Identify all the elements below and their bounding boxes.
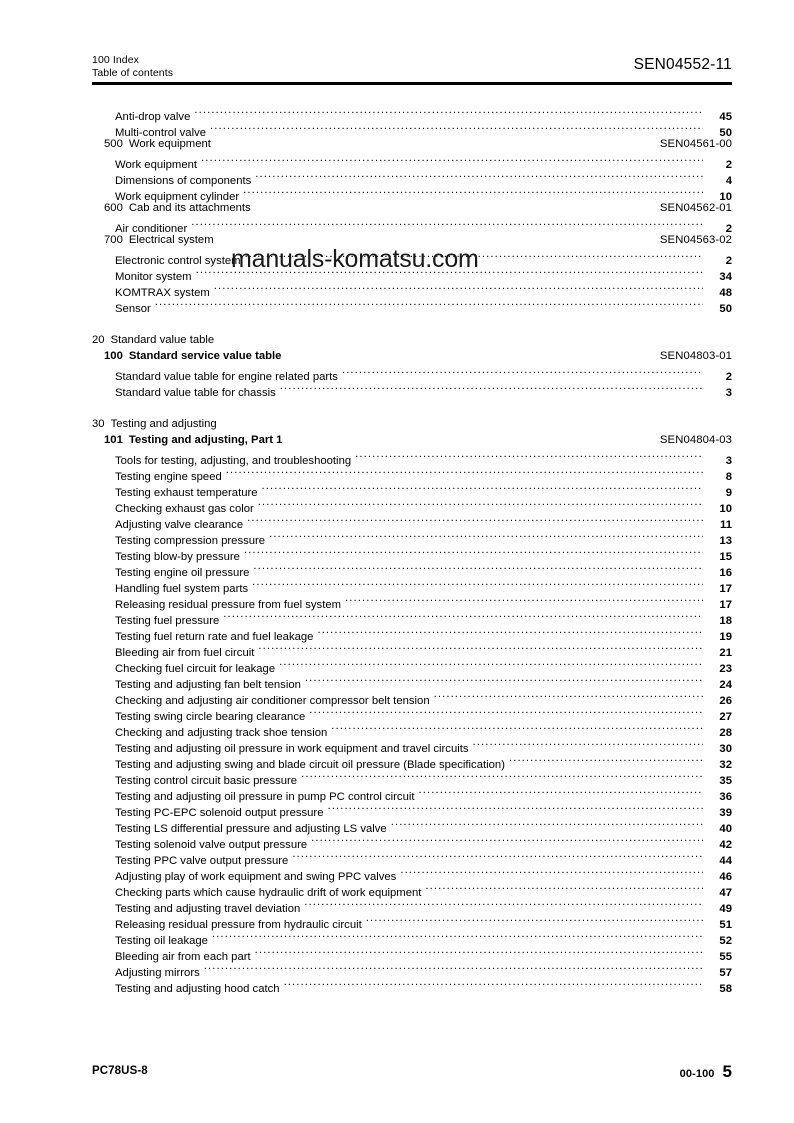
toc-entry[interactable]	[92, 864, 732, 883]
toc-leader-dots	[269, 528, 703, 544]
toc-section-heading[interactable]	[92, 348, 732, 364]
toc-entry-title: Releasing residual pressure from hydraulic circuit	[115, 919, 362, 931]
toc-page-number: 35	[719, 775, 732, 787]
toc-entry[interactable]	[92, 976, 732, 995]
toc-page-number: 10	[719, 191, 732, 203]
toc-entry[interactable]	[92, 168, 732, 187]
toc-leader-dots	[419, 784, 703, 800]
toc-page-number: 32	[719, 759, 732, 771]
toc-page-number: 23	[719, 663, 732, 675]
toc-page-number: 2	[725, 159, 732, 171]
toc-leader-dots	[327, 800, 703, 816]
toc-entry-number: 700	[104, 234, 123, 246]
toc-entry[interactable]	[92, 528, 732, 547]
toc-entry[interactable]	[92, 928, 732, 947]
toc-entry-title: Testing and adjusting oil pressure in work equipment and travel circuits	[115, 743, 469, 755]
toc-entry-title: Adjusting play of work equipment and swing PPC valves	[115, 871, 397, 883]
toc-section-heading[interactable]	[92, 200, 732, 216]
toc-entry[interactable]	[92, 752, 732, 771]
toc-leader-dots	[226, 464, 703, 480]
toc-entry-title: Testing fuel return rate and fuel leakage	[115, 631, 314, 643]
toc-entry[interactable]	[92, 120, 732, 139]
toc-leader-dots	[305, 672, 703, 688]
toc-leader-dots	[304, 896, 703, 912]
toc-leader-dots	[345, 592, 703, 608]
toc-entry[interactable]	[92, 624, 732, 643]
toc-entry-number: 500	[104, 138, 123, 150]
header-document-code: SEN04552-11	[633, 56, 732, 73]
toc-page-number: 47	[719, 887, 732, 899]
toc-entry-title: Testing swing circle bearing clearance	[115, 711, 306, 723]
toc-entry-number: 20	[92, 334, 105, 346]
toc-entry[interactable]	[92, 104, 732, 123]
toc-entry-number: 101	[104, 434, 123, 446]
toc-entry-title: Electronic control system	[115, 255, 241, 267]
toc-leader-dots	[194, 104, 703, 120]
toc-entry-title: Testing and adjusting	[110, 418, 217, 430]
toc-page-number: 21	[719, 647, 732, 659]
toc-leader-dots	[223, 608, 703, 624]
toc-page-number: 13	[719, 535, 732, 547]
toc-entry-title: Checking and adjusting track shoe tension	[115, 727, 328, 739]
toc-spacer	[92, 396, 732, 406]
toc-page-number: 2	[725, 223, 732, 235]
toc-entry[interactable]	[92, 640, 732, 659]
toc-leader-dots	[201, 152, 703, 168]
toc-page-number: 44	[719, 855, 732, 867]
toc-entry-title: Testing compression pressure	[115, 535, 266, 547]
toc-entry-title: Testing engine speed	[115, 471, 222, 483]
toc-leader-dots	[258, 640, 703, 656]
toc-page-number: 26	[719, 695, 732, 707]
toc-entry-title: Standard value table for engine related parts	[115, 371, 338, 383]
toc-entry[interactable]	[92, 480, 732, 499]
toc-entry-title: Testing and adjusting oil pressure in pump PC control circuit	[115, 791, 415, 803]
toc-group-heading[interactable]	[92, 332, 732, 348]
footer-page-number: 5	[722, 1062, 732, 1081]
toc-entry[interactable]	[92, 784, 732, 803]
toc-leader-dots	[292, 848, 703, 864]
toc-entry-number: 100	[104, 350, 123, 362]
toc-leader-dots	[400, 864, 703, 880]
toc-entry[interactable]	[92, 736, 732, 755]
toc-document-code: SEN04563-02	[659, 234, 732, 246]
toc-entry-title: Checking exhaust gas color	[115, 503, 254, 515]
toc-entry[interactable]	[92, 768, 732, 787]
header-left-block	[92, 54, 173, 79]
toc-entry-title: KOMTRAX system	[115, 287, 210, 299]
toc-page-number: 19	[719, 631, 732, 643]
footer-model-label: PC78US-8	[92, 1065, 148, 1077]
toc-leader-dots	[309, 704, 703, 720]
toc-spacer	[92, 322, 732, 332]
toc-leader-dots	[331, 720, 703, 736]
toc-entry[interactable]	[92, 448, 732, 467]
toc-entry[interactable]	[92, 592, 732, 611]
toc-leader-dots	[212, 928, 703, 944]
toc-entry[interactable]	[92, 576, 732, 595]
toc-entry[interactable]	[92, 184, 732, 203]
toc-entry-title: Bleeding air from each part	[115, 951, 251, 963]
toc-entry[interactable]	[92, 560, 732, 579]
toc-page-number: 34	[719, 271, 732, 283]
toc-entry-title: Testing fuel pressure	[115, 615, 220, 627]
toc-leader-dots	[253, 560, 703, 576]
toc-entry-title: Testing and adjusting swing and blade circuit oil pressure (Blade specification)	[115, 759, 505, 771]
toc-leader-dots	[434, 688, 703, 704]
toc-entry-title: Handling fuel system parts	[115, 583, 249, 595]
toc-entry-title: Work equipment	[128, 138, 211, 150]
toc-entry-title: Standard service value table	[128, 350, 282, 362]
toc-leader-dots	[252, 576, 703, 592]
toc-document-code: SEN04561-00	[659, 138, 732, 150]
toc-entry-title: Adjusting mirrors	[115, 967, 200, 979]
toc-entry-title: Electrical system	[128, 234, 214, 246]
toc-leader-dots	[473, 736, 703, 752]
toc-entry[interactable]	[92, 496, 732, 515]
toc-entry-title: Testing and adjusting hood catch	[115, 983, 280, 995]
toc-page-number: 42	[719, 839, 732, 851]
toc-entry[interactable]	[92, 880, 732, 899]
toc-leader-dots	[342, 364, 703, 380]
toc-leader-dots	[391, 816, 703, 832]
toc-page-number: 52	[719, 935, 732, 947]
toc-entry[interactable]	[92, 800, 732, 819]
page-footer	[92, 1062, 732, 1085]
toc-page-number: 16	[719, 567, 732, 579]
toc-entry[interactable]	[92, 656, 732, 675]
toc-entry-title: Checking and adjusting air conditioner compressor belt tension	[115, 695, 430, 707]
toc-entry[interactable]	[92, 688, 732, 707]
toc-entry[interactable]	[92, 464, 732, 483]
toc-entry-title: Tools for testing, adjusting, and troubleshooting	[115, 455, 352, 467]
toc-entry-title: Sensor	[115, 303, 151, 315]
toc-entry-title: Testing and adjusting fan belt tension	[115, 679, 301, 691]
toc-leader-dots	[425, 880, 703, 896]
toc-entry-title: Testing control circuit basic pressure	[115, 775, 298, 787]
toc-document-code: SEN04562-01	[659, 202, 732, 214]
toc-page-number: 10	[719, 503, 732, 515]
toc-page-number: 51	[719, 919, 732, 931]
toc-page-number: 45	[719, 111, 732, 123]
toc-entry[interactable]	[92, 816, 732, 835]
toc-entry-title: Air conditioner	[115, 223, 188, 235]
toc-leader-dots	[243, 184, 703, 200]
toc-leader-dots	[244, 544, 703, 560]
header-subtitle: Table of contents	[92, 66, 174, 79]
toc-spacer	[92, 406, 732, 416]
toc-entry-title: Standard value table for chassis	[115, 387, 276, 399]
toc-entry[interactable]	[92, 960, 732, 979]
toc-page-number: 40	[719, 823, 732, 835]
toc-page-number: 2	[725, 371, 732, 383]
toc-page-number: 3	[725, 387, 732, 399]
toc-page-number: 17	[719, 599, 732, 611]
toc-entry-title: Adjusting valve clearance	[115, 519, 244, 531]
toc-entry-title: Anti-drop valve	[115, 111, 191, 123]
footer-section-code: 00-100	[679, 1068, 715, 1080]
toc-leader-dots	[262, 480, 703, 496]
toc-entry-title: Work equipment cylinder	[115, 191, 240, 203]
toc-leader-dots	[311, 832, 703, 848]
toc-page-number: 3	[725, 455, 732, 467]
toc-entry-title: Testing PPC valve output pressure	[115, 855, 289, 867]
toc-page-number: 36	[719, 791, 732, 803]
toc-entry-title: Testing PC-EPC solenoid output pressure	[115, 807, 324, 819]
toc-entry-title: Testing engine oil pressure	[115, 567, 250, 579]
toc-page-number: 9	[725, 487, 732, 499]
footer-page-block	[680, 1062, 732, 1082]
toc-page-number: 11	[720, 519, 732, 531]
toc-leader-dots	[247, 512, 703, 528]
toc-page-number: 4	[725, 175, 732, 187]
toc-leader-dots	[317, 624, 703, 640]
toc-page-number: 57	[719, 967, 732, 979]
toc-page-number: 39	[719, 807, 732, 819]
toc-section-heading[interactable]	[92, 432, 732, 448]
toc-leader-dots	[355, 448, 703, 464]
toc-entry-title: Checking parts which cause hydraulic drift of work equipment	[115, 887, 422, 899]
toc-entry-title: Standard value table	[110, 334, 215, 346]
toc-document-code: SEN04803-01	[659, 350, 732, 362]
toc-entry-number: 30	[92, 418, 105, 430]
toc-entry[interactable]	[92, 216, 732, 235]
toc-leader-dots	[280, 380, 703, 396]
toc-entry[interactable]	[92, 944, 732, 963]
toc-entry[interactable]	[92, 608, 732, 627]
toc-entry[interactable]	[92, 364, 732, 383]
toc-entry-title: Testing and adjusting, Part 1	[128, 434, 283, 446]
toc-page-number: 18	[719, 615, 732, 627]
toc-entry-title: Testing blow-by pressure	[115, 551, 240, 563]
toc-entry[interactable]	[92, 512, 732, 531]
toc-page-number: 58	[719, 983, 732, 995]
toc-entry[interactable]	[92, 720, 732, 739]
header-index-label: 100 Index	[92, 54, 140, 66]
toc-leader-dots	[258, 496, 703, 512]
toc-page-number: 8	[725, 471, 732, 483]
toc-leader-dots	[210, 120, 703, 136]
toc-leader-dots	[284, 976, 703, 992]
toc-spacer	[92, 312, 732, 322]
toc-page-number: 30	[719, 743, 732, 755]
toc-entry[interactable]	[92, 672, 732, 691]
toc-entry[interactable]	[92, 848, 732, 867]
toc-page-number: 55	[719, 951, 732, 963]
toc-entry[interactable]	[92, 896, 732, 915]
toc-entry-title: Testing exhaust temperature	[115, 487, 258, 499]
toc-page-number: 15	[719, 551, 732, 563]
toc-leader-dots	[255, 168, 703, 184]
toc-entry-title: Testing and adjusting travel deviation	[115, 903, 301, 915]
toc-entry[interactable]	[92, 380, 732, 399]
toc-leader-dots	[214, 280, 703, 296]
toc-page-number: 24	[719, 679, 732, 691]
toc-entry-title: Testing LS differential pressure and adjusting LS valve	[115, 823, 387, 835]
toc-leader-dots	[255, 944, 703, 960]
toc-document-code: SEN04804-03	[659, 434, 732, 446]
toc-entry[interactable]	[92, 832, 732, 851]
toc-page-number: 27	[719, 711, 732, 723]
toc-leader-dots	[155, 296, 703, 312]
toc-leader-dots	[279, 656, 703, 672]
toc-leader-dots	[509, 752, 703, 768]
toc-page-number: 46	[719, 871, 732, 883]
toc-entry-title: Work equipment	[115, 159, 198, 171]
header-divider-rule	[92, 82, 732, 85]
toc-leader-dots	[366, 912, 703, 928]
toc-entry-title: Monitor system	[115, 271, 192, 283]
toc-page-number: 2	[725, 255, 732, 267]
toc-entry-title: Cab and its attachments	[128, 202, 251, 214]
toc-page-number: 50	[719, 303, 732, 315]
toc-page-number: 28	[719, 727, 732, 739]
toc-page-number: 48	[719, 287, 732, 299]
toc-entry-number: 600	[104, 202, 123, 214]
watermark-text: manuals-komatsu.com	[231, 245, 479, 273]
toc-entry[interactable]	[92, 544, 732, 563]
toc-page-number: 49	[719, 903, 732, 915]
toc-entry-title: Checking fuel circuit for leakage	[115, 663, 276, 675]
toc-entry-title: Multi-control valve	[115, 127, 207, 139]
toc-section-heading[interactable]	[92, 136, 732, 152]
toc-group-heading[interactable]	[92, 416, 732, 432]
toc-leader-dots	[204, 960, 703, 976]
toc-entry-title: Testing solenoid valve output pressure	[115, 839, 308, 851]
toc-entry[interactable]	[92, 280, 732, 299]
table-of-contents-list	[92, 104, 732, 995]
toc-entry-title: Bleeding air from fuel circuit	[115, 647, 255, 659]
toc-page-number: 17	[719, 583, 732, 595]
toc-page-number: 50	[719, 127, 732, 139]
toc-entry[interactable]	[92, 912, 732, 931]
toc-entry[interactable]	[92, 152, 732, 171]
toc-leader-dots	[191, 216, 703, 232]
toc-entry-title: Testing oil leakage	[115, 935, 208, 947]
toc-leader-dots	[301, 768, 703, 784]
toc-entry-title: Dimensions of components	[115, 175, 252, 187]
toc-entry[interactable]	[92, 296, 732, 315]
toc-entry[interactable]	[92, 704, 732, 723]
toc-entry-title: Releasing residual pressure from fuel system	[115, 599, 342, 611]
